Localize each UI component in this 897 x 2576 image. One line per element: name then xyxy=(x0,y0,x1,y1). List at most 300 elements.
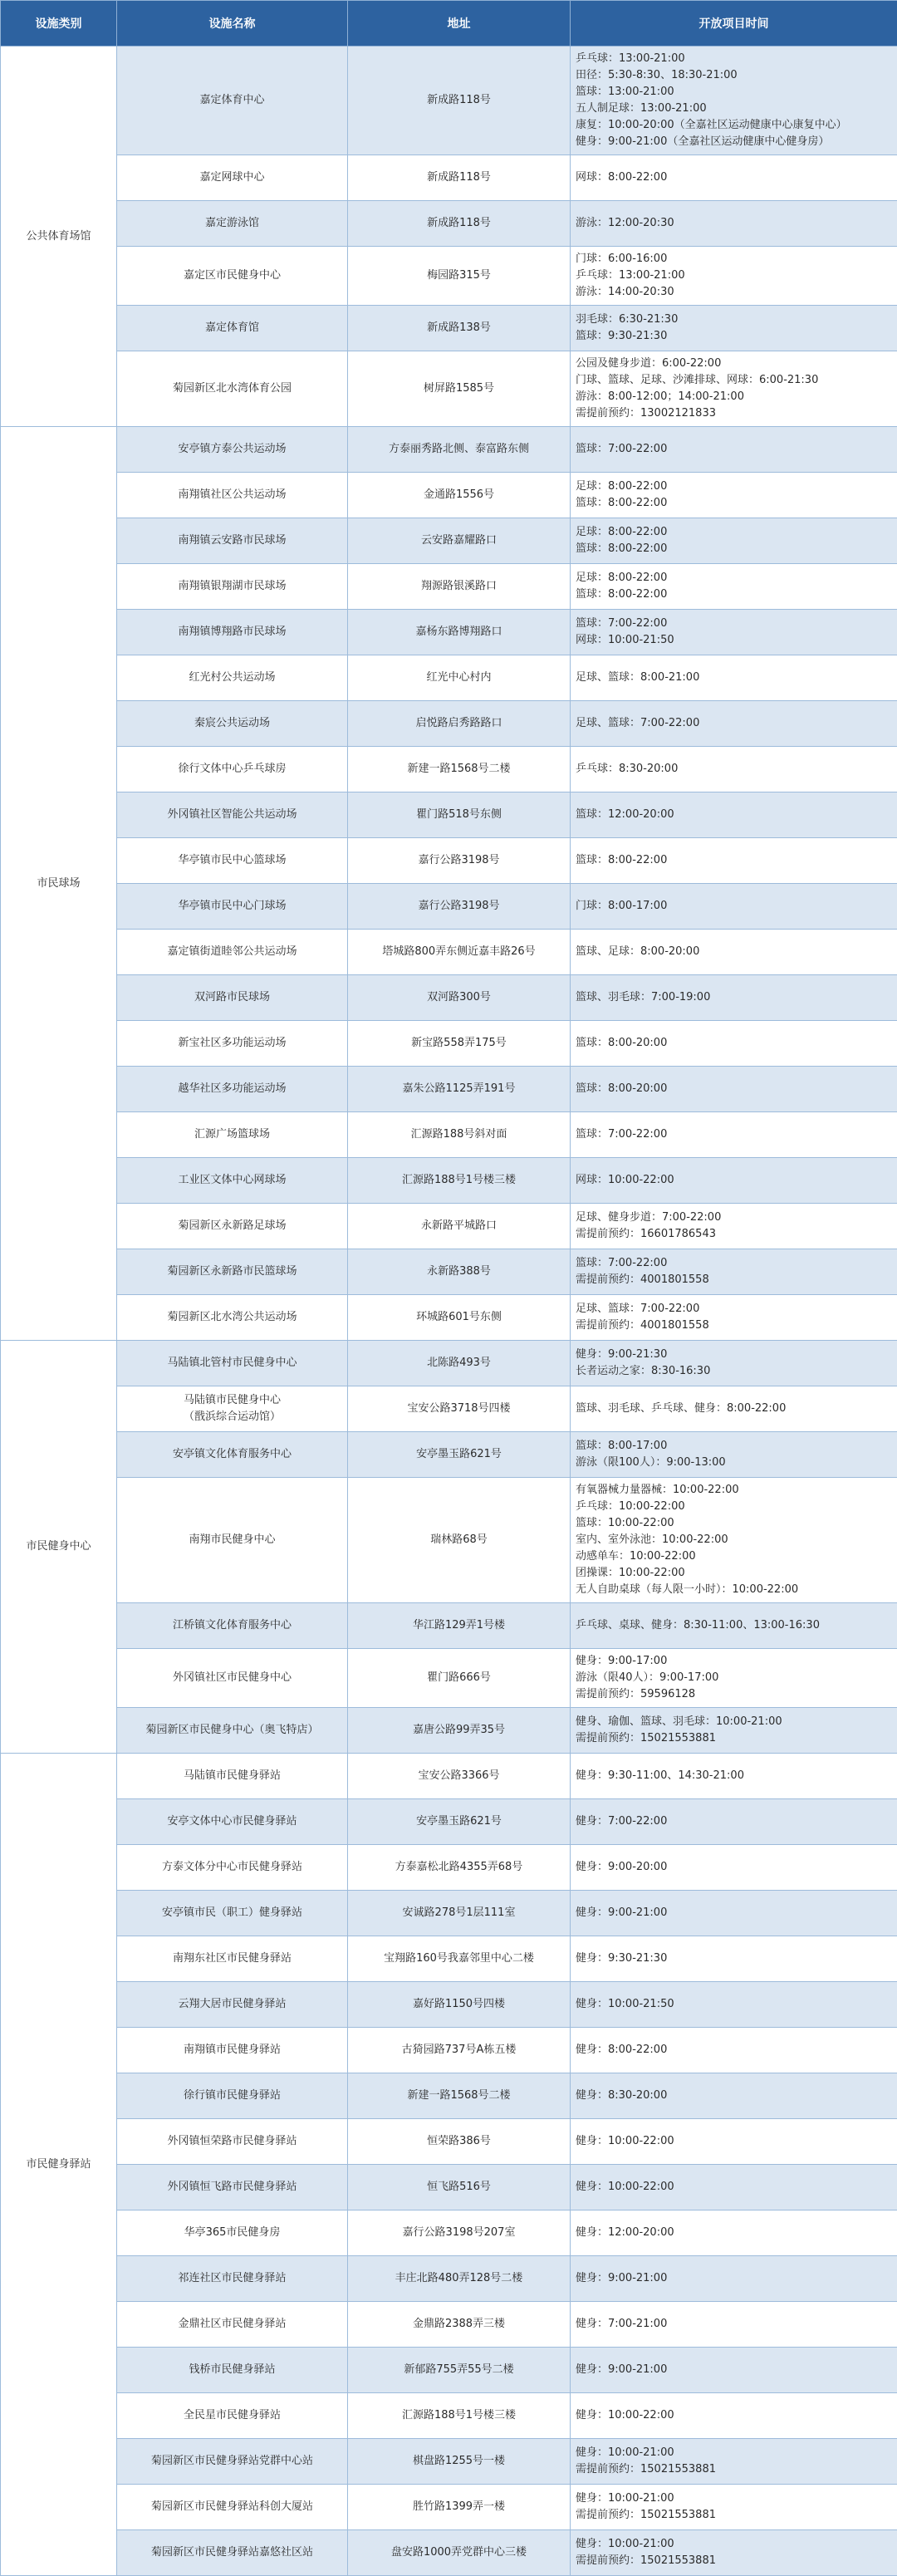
facility-name: 马陆镇市民健身中心 xyxy=(124,1392,341,1409)
facility-address: 宝安公路3366号 xyxy=(348,1754,571,1799)
facility-address: 宝翔路160号我嘉邻里中心二楼 xyxy=(348,1936,571,1982)
facility-address: 安亭墨玉路621号 xyxy=(348,1799,571,1845)
facility-name: 华亭365市民健身房 xyxy=(124,2225,341,2241)
opening-hours-cell xyxy=(571,564,897,610)
hours-line: 健身、瑜伽、篮球、羽毛球：10:00-21:00 xyxy=(576,1714,890,1730)
facility-address: 塔城路800弄东侧近嘉丰路26号 xyxy=(348,930,571,975)
opening-hours-cell xyxy=(571,1891,897,1936)
facility-name: 南翔镇云安路市民球场 xyxy=(124,532,341,549)
facility-name-cell xyxy=(117,2393,348,2439)
hours-line: 篮球：7:00-22:00 xyxy=(576,1126,890,1143)
table-row xyxy=(1,1603,897,1649)
facility-name: 嘉定体育中心 xyxy=(124,92,341,109)
opening-hours-cell xyxy=(571,930,897,975)
opening-hours-cell xyxy=(571,1754,897,1799)
facility-name-cell xyxy=(117,1249,348,1295)
table-row xyxy=(1,1386,897,1432)
table-row xyxy=(1,2210,897,2256)
facility-address: 恒飞路516号 xyxy=(348,2165,571,2210)
facility-name-cell xyxy=(117,747,348,792)
hours-line: 需提前预约：4001801558 xyxy=(576,1317,890,1334)
opening-hours-cell xyxy=(571,610,897,655)
hours-line: 健身：9:00-21:00 xyxy=(576,2362,890,2378)
hours-line: 动感单车：10:00-22:00 xyxy=(576,1548,890,1565)
facility-name: 嘉定游泳馆 xyxy=(124,215,341,232)
opening-hours-cell xyxy=(571,351,897,427)
table-row xyxy=(1,1478,897,1603)
hours-line: 门球：8:00-17:00 xyxy=(576,898,890,915)
hours-line: 长者运动之家：8:30-16:30 xyxy=(576,1363,890,1380)
hours-line: 游泳（限100人）：9:00-13:00 xyxy=(576,1455,890,1471)
table-row xyxy=(1,1432,897,1478)
facility-name: 红光村公共运动场 xyxy=(124,670,341,686)
facility-name-cell xyxy=(117,2073,348,2119)
hours-line: 篮球、足球：8:00-20:00 xyxy=(576,944,890,960)
hours-line: 健身：10:00-22:00 xyxy=(576,2133,890,2150)
opening-hours-cell xyxy=(571,2210,897,2256)
opening-hours-cell xyxy=(571,1295,897,1341)
opening-hours-cell xyxy=(571,2302,897,2348)
facility-name-cell xyxy=(117,2302,348,2348)
table-row xyxy=(1,1295,897,1341)
opening-hours-cell xyxy=(571,1432,897,1478)
hours-line: 健身：12:00-20:00 xyxy=(576,2225,890,2241)
facility-name-cell xyxy=(117,47,348,155)
table-body xyxy=(1,47,897,2576)
facility-name-cell xyxy=(117,838,348,884)
facility-address: 瑞林路68号 xyxy=(348,1478,571,1603)
opening-hours-cell xyxy=(571,518,897,564)
table-row xyxy=(1,2439,897,2485)
hours-line: 健身：9:00-21:30 xyxy=(576,1347,890,1363)
hours-line: 需提前预约：4001801558 xyxy=(576,1272,890,1288)
table-row xyxy=(1,2028,897,2073)
facility-name-cell xyxy=(117,884,348,930)
hours-line: 乒乓球：8:30-20:00 xyxy=(576,761,890,778)
table-row xyxy=(1,747,897,792)
hours-line: 篮球：8:00-17:00 xyxy=(576,1438,890,1455)
facility-address: 新建一路1568号二楼 xyxy=(348,2073,571,2119)
hours-line: 网球：10:00-22:00 xyxy=(576,1172,890,1189)
opening-hours-cell xyxy=(571,247,897,306)
table-row xyxy=(1,2302,897,2348)
category-cell: 市民健身中心 xyxy=(1,1341,117,1754)
facility-name: 工业区文体中心网球场 xyxy=(124,1172,341,1189)
table-row xyxy=(1,564,897,610)
facility-address: 启悦路启秀路路口 xyxy=(348,701,571,747)
table-row xyxy=(1,427,897,473)
hours-line: 网球：10:00-21:50 xyxy=(576,632,890,649)
facility-name: 南翔市民健身中心 xyxy=(124,1532,341,1548)
opening-hours-cell xyxy=(571,2485,897,2530)
facility-name: （戬浜综合运动馆） xyxy=(124,1409,341,1425)
opening-hours-cell xyxy=(571,701,897,747)
facility-name-cell xyxy=(117,1649,348,1708)
table-row xyxy=(1,1021,897,1067)
opening-hours-cell xyxy=(571,2393,897,2439)
hours-line: 篮球：10:00-22:00 xyxy=(576,1515,890,1532)
hours-line: 篮球：9:30-21:30 xyxy=(576,328,890,345)
opening-hours-cell xyxy=(571,2073,897,2119)
opening-hours-cell xyxy=(571,1158,897,1204)
facility-address: 汇源路188号斜对面 xyxy=(348,1112,571,1158)
opening-hours-cell xyxy=(571,1799,897,1845)
opening-hours-cell xyxy=(571,1204,897,1249)
facility-name-cell xyxy=(117,701,348,747)
facility-address: 方泰丽秀路北侧、泰富路东侧 xyxy=(348,427,571,473)
hours-line: 篮球、羽毛球：7:00-19:00 xyxy=(576,989,890,1006)
facility-name-cell xyxy=(117,1936,348,1982)
opening-hours-cell xyxy=(571,306,897,351)
facility-address: 梅园路315号 xyxy=(348,247,571,306)
hours-line: 需提前预约：16601786543 xyxy=(576,1226,890,1243)
facility-name-cell xyxy=(117,1708,348,1754)
facility-name-cell xyxy=(117,610,348,655)
facility-name: 华亭镇市民中心篮球场 xyxy=(124,852,341,869)
facility-name: 嘉定体育馆 xyxy=(124,320,341,336)
table-row xyxy=(1,473,897,518)
hours-line: 需提前预约：15021553881 xyxy=(576,2461,890,2478)
facility-address: 棋盘路1255号一楼 xyxy=(348,2439,571,2485)
table-row xyxy=(1,930,897,975)
facility-address: 环城路601号东侧 xyxy=(348,1295,571,1341)
facility-name-cell xyxy=(117,247,348,306)
table-row xyxy=(1,1249,897,1295)
facility-address: 恒荣路386号 xyxy=(348,2119,571,2165)
hours-line: 乒乓球：10:00-22:00 xyxy=(576,1499,890,1515)
table-row xyxy=(1,2393,897,2439)
facility-name: 嘉定区市民健身中心 xyxy=(124,267,341,284)
facility-name-cell xyxy=(117,1478,348,1603)
opening-hours-cell xyxy=(571,1603,897,1649)
hours-line: 健身：10:00-21:00 xyxy=(576,2445,890,2461)
hours-line: 篮球：7:00-22:00 xyxy=(576,441,890,458)
opening-hours-cell xyxy=(571,2439,897,2485)
hours-line: 健身：9:00-21:00（全嘉社区运动健康中心健身房） xyxy=(576,134,890,150)
hours-line: 健身：8:30-20:00 xyxy=(576,2088,890,2104)
facility-address: 瞿门路666号 xyxy=(348,1649,571,1708)
opening-hours-cell xyxy=(571,2119,897,2165)
facility-name-cell xyxy=(117,1021,348,1067)
hours-line: 需提前预约：15021553881 xyxy=(576,2507,890,2524)
facility-name-cell xyxy=(117,1158,348,1204)
table-row xyxy=(1,610,897,655)
hours-line: 足球、健身步道：7:00-22:00 xyxy=(576,1209,890,1226)
table-row xyxy=(1,2165,897,2210)
hours-line: 无人自助桌球（每人限一小时）：10:00-22:00 xyxy=(576,1582,890,1598)
facility-address: 胜竹路1399弄一楼 xyxy=(348,2485,571,2530)
header-hours: 开放项目时间 xyxy=(571,1,897,47)
facility-address: 嘉行公路3198号207室 xyxy=(348,2210,571,2256)
category-cell: 公共体育场馆 xyxy=(1,47,117,427)
facility-address: 古猗园路737号A栋五楼 xyxy=(348,2028,571,2073)
facility-name-cell xyxy=(117,1295,348,1341)
facility-name: 徐行镇市民健身驿站 xyxy=(124,2088,341,2104)
facility-name-cell xyxy=(117,792,348,838)
table-row xyxy=(1,155,897,201)
table-row xyxy=(1,1754,897,1799)
hours-line: 足球：8:00-22:00 xyxy=(576,478,890,495)
facility-name-cell xyxy=(117,2530,348,2576)
opening-hours-cell xyxy=(571,201,897,247)
table-row xyxy=(1,2485,897,2530)
facility-name: 菊园新区永新路足球场 xyxy=(124,1218,341,1234)
facility-address: 云安路嘉耀路口 xyxy=(348,518,571,564)
header-address: 地址 xyxy=(348,1,571,47)
category-cell: 市民健身驿站 xyxy=(1,1754,117,2576)
facility-address: 北陈路493号 xyxy=(348,1341,571,1386)
opening-hours-cell xyxy=(571,838,897,884)
hours-line: 健身：10:00-21:00 xyxy=(576,2490,890,2507)
hours-line: 篮球：13:00-21:00 xyxy=(576,84,890,101)
hours-line: 门球：6:00-16:00 xyxy=(576,251,890,267)
table-row xyxy=(1,1936,897,1982)
opening-hours-cell xyxy=(571,1478,897,1603)
facility-address: 嘉杨东路博翔路口 xyxy=(348,610,571,655)
facility-address: 翔源路银溪路口 xyxy=(348,564,571,610)
facility-name-cell xyxy=(117,1754,348,1799)
facility-name: 新宝社区多功能运动场 xyxy=(124,1035,341,1052)
table-row xyxy=(1,838,897,884)
facility-address: 嘉朱公路1125弄191号 xyxy=(348,1067,571,1112)
facility-name-cell xyxy=(117,201,348,247)
facility-name-cell xyxy=(117,1799,348,1845)
facility-name: 外冈镇社区市民健身中心 xyxy=(124,1670,341,1686)
facility-name-cell xyxy=(117,1112,348,1158)
facility-name: 菊园新区永新路市民篮球场 xyxy=(124,1263,341,1280)
opening-hours-cell xyxy=(571,2165,897,2210)
facility-address: 华江路129弄1号楼 xyxy=(348,1603,571,1649)
facility-name: 菊园新区北水湾公共运动场 xyxy=(124,1309,341,1326)
table-row xyxy=(1,351,897,427)
facility-name-cell xyxy=(117,2256,348,2302)
hours-line: 篮球：8:00-20:00 xyxy=(576,1081,890,1097)
hours-line: 篮球：8:00-22:00 xyxy=(576,586,890,603)
hours-line: 五人制足球：13:00-21:00 xyxy=(576,101,890,117)
hours-line: 乒乓球：13:00-21:00 xyxy=(576,51,890,67)
opening-hours-cell xyxy=(571,47,897,155)
facility-name: 菊园新区市民健身驿站党群中心站 xyxy=(124,2453,341,2470)
table-row xyxy=(1,975,897,1021)
facility-name: 马陆镇北管村市民健身中心 xyxy=(124,1355,341,1371)
facility-address: 新成路118号 xyxy=(348,201,571,247)
facility-address: 汇源路188号1号楼三楼 xyxy=(348,2393,571,2439)
opening-hours-cell xyxy=(571,1341,897,1386)
hours-line: 健身：10:00-21:00 xyxy=(576,2536,890,2553)
table-row xyxy=(1,1708,897,1754)
facility-name: 双河路市民球场 xyxy=(124,989,341,1006)
hours-line: 田径：5:30-8:30、18:30-21:00 xyxy=(576,67,890,84)
table-row xyxy=(1,792,897,838)
hours-line: 健身：9:30-11:00、14:30-21:00 xyxy=(576,1768,890,1784)
facility-name-cell xyxy=(117,1067,348,1112)
facility-name-cell xyxy=(117,930,348,975)
opening-hours-cell xyxy=(571,655,897,701)
facility-name: 安亭镇文化体育服务中心 xyxy=(124,1446,341,1463)
opening-hours-cell xyxy=(571,2028,897,2073)
hours-line: 公园及健身步道：6:00-22:00 xyxy=(576,356,890,372)
hours-line: 乒乓球、桌球、健身：8:30-11:00、13:00-16:30 xyxy=(576,1617,890,1634)
hours-line: 篮球：8:00-22:00 xyxy=(576,495,890,512)
table-row xyxy=(1,201,897,247)
facility-address: 新成路138号 xyxy=(348,306,571,351)
opening-hours-cell xyxy=(571,884,897,930)
hours-line: 需提前预约：15021553881 xyxy=(576,2553,890,2569)
facility-address: 汇源路188号1号楼三楼 xyxy=(348,1158,571,1204)
facility-name-cell xyxy=(117,2348,348,2393)
hours-line: 游泳：12:00-20:30 xyxy=(576,215,890,232)
hours-line: 健身：8:00-22:00 xyxy=(576,2042,890,2058)
category-cell: 市民球场 xyxy=(1,427,117,1341)
hours-line: 篮球、羽毛球、乒乓球、健身：8:00-22:00 xyxy=(576,1401,890,1417)
facility-name: 金鼎社区市民健身驿站 xyxy=(124,2316,341,2333)
facility-address: 树屏路1585号 xyxy=(348,351,571,427)
facility-address: 宝安公路3718号四楼 xyxy=(348,1386,571,1432)
facility-name-cell xyxy=(117,1603,348,1649)
opening-hours-cell xyxy=(571,1386,897,1432)
hours-line: 健身：10:00-22:00 xyxy=(576,2407,890,2424)
facility-name-cell xyxy=(117,1341,348,1386)
facility-address: 安亭墨玉路621号 xyxy=(348,1432,571,1478)
opening-hours-cell xyxy=(571,1112,897,1158)
opening-hours-cell xyxy=(571,1845,897,1891)
hours-line: 足球、篮球：7:00-22:00 xyxy=(576,715,890,732)
facility-name-cell xyxy=(117,1432,348,1478)
hours-line: 门球、篮球、足球、沙滩排球、网球：6:00-21:30 xyxy=(576,372,890,389)
hours-line: 健身：9:00-17:00 xyxy=(576,1653,890,1670)
facility-address: 红光中心村内 xyxy=(348,655,571,701)
table-row xyxy=(1,701,897,747)
facility-name: 安亭文体中心市民健身驿站 xyxy=(124,1813,341,1830)
facility-name-cell xyxy=(117,518,348,564)
table-row xyxy=(1,1341,897,1386)
table-row xyxy=(1,1982,897,2028)
facility-name: 云翔大居市民健身驿站 xyxy=(124,1996,341,2013)
opening-hours-cell xyxy=(571,2530,897,2576)
facility-name-cell xyxy=(117,975,348,1021)
table-row xyxy=(1,1204,897,1249)
facility-name-cell xyxy=(117,1845,348,1891)
opening-hours-cell xyxy=(571,473,897,518)
facility-name: 秦宸公共运动场 xyxy=(124,715,341,732)
facility-name: 方泰文体分中心市民健身驿站 xyxy=(124,1859,341,1876)
facility-name-cell xyxy=(117,1386,348,1432)
facility-address: 丰庄北路480弄128号二楼 xyxy=(348,2256,571,2302)
table-row xyxy=(1,1845,897,1891)
facility-address: 永新路平城路口 xyxy=(348,1204,571,1249)
hours-line: 健身：9:30-21:30 xyxy=(576,1950,890,1967)
facility-name-cell xyxy=(117,2210,348,2256)
hours-line: 康复：10:00-20:00（全嘉社区运动健康中心康复中心） xyxy=(576,117,890,134)
hours-line: 健身：7:00-22:00 xyxy=(576,1813,890,1830)
facility-address: 新郁路755弄55号二楼 xyxy=(348,2348,571,2393)
facility-name: 安亭镇方泰公共运动场 xyxy=(124,441,341,458)
facility-address: 瞿门路518号东侧 xyxy=(348,792,571,838)
hours-line: 团操课：10:00-22:00 xyxy=(576,1565,890,1582)
table-row xyxy=(1,1799,897,1845)
hours-line: 游泳：8:00-12:00；14:00-21:00 xyxy=(576,389,890,405)
facility-address: 新宝路558弄175号 xyxy=(348,1021,571,1067)
table-row xyxy=(1,1067,897,1112)
facility-address: 双河路300号 xyxy=(348,975,571,1021)
table-row xyxy=(1,2348,897,2393)
opening-hours-cell xyxy=(571,1936,897,1982)
facility-name: 汇源广场篮球场 xyxy=(124,1126,341,1143)
facility-address: 永新路388号 xyxy=(348,1249,571,1295)
hours-line: 篮球：8:00-20:00 xyxy=(576,1035,890,1052)
facility-name: 南翔镇市民健身驿站 xyxy=(124,2042,341,2058)
opening-hours-cell xyxy=(571,1249,897,1295)
facility-name: 菊园新区市民健身驿站科创大厦站 xyxy=(124,2499,341,2515)
hours-line: 需提前预约：59596128 xyxy=(576,1686,890,1703)
hours-line: 网球：8:00-22:00 xyxy=(576,169,890,186)
facility-name-cell xyxy=(117,564,348,610)
facility-name: 安亭镇市民（职工）健身驿站 xyxy=(124,1905,341,1921)
hours-line: 篮球：8:00-22:00 xyxy=(576,852,890,869)
facility-name-cell xyxy=(117,427,348,473)
table-row xyxy=(1,2256,897,2302)
facility-name-cell xyxy=(117,1982,348,2028)
facility-address: 金鼎路2388弄三楼 xyxy=(348,2302,571,2348)
hours-line: 篮球：7:00-22:00 xyxy=(576,616,890,632)
hours-line: 健身：9:00-21:00 xyxy=(576,2270,890,2287)
facility-name: 南翔镇社区公共运动场 xyxy=(124,487,341,503)
facility-name: 马陆镇市民健身驿站 xyxy=(124,1768,341,1784)
facility-name: 钱桥市民健身驿站 xyxy=(124,2362,341,2378)
table-row xyxy=(1,655,897,701)
hours-line: 健身：10:00-21:50 xyxy=(576,1996,890,2013)
table-row xyxy=(1,47,897,155)
facility-name-cell xyxy=(117,2028,348,2073)
hours-line: 羽毛球：6:30-21:30 xyxy=(576,312,890,328)
hours-line: 健身：9:00-21:00 xyxy=(576,1905,890,1921)
opening-hours-cell xyxy=(571,2348,897,2393)
facility-name: 菊园新区市民健身中心（奥飞特店） xyxy=(124,1722,341,1739)
facility-address: 方泰嘉松北路4355弄68号 xyxy=(348,1845,571,1891)
hours-line: 足球：8:00-22:00 xyxy=(576,570,890,586)
hours-line: 有氧器械力量器械：10:00-22:00 xyxy=(576,1482,890,1499)
facility-address: 新建一路1568号二楼 xyxy=(348,747,571,792)
facility-name-cell xyxy=(117,2439,348,2485)
table-row xyxy=(1,1891,897,1936)
facility-name-cell xyxy=(117,655,348,701)
hours-line: 健身：7:00-21:00 xyxy=(576,2316,890,2333)
opening-hours-cell xyxy=(571,792,897,838)
facility-name-cell xyxy=(117,306,348,351)
opening-hours-cell xyxy=(571,427,897,473)
facility-address: 盘安路1000弄党群中心三楼 xyxy=(348,2530,571,2576)
facility-address: 安诚路278号1层111室 xyxy=(348,1891,571,1936)
opening-hours-cell xyxy=(571,1067,897,1112)
table-row xyxy=(1,306,897,351)
hours-line: 篮球：12:00-20:00 xyxy=(576,807,890,823)
facility-name-cell xyxy=(117,1891,348,1936)
facility-address: 金通路1556号 xyxy=(348,473,571,518)
opening-hours-cell xyxy=(571,1649,897,1708)
hours-line: 需提前预约：15021553881 xyxy=(576,1730,890,1747)
facility-name: 嘉定网球中心 xyxy=(124,169,341,186)
table-row xyxy=(1,1112,897,1158)
facility-name: 嘉定镇街道睦邻公共运动场 xyxy=(124,944,341,960)
table-row xyxy=(1,2530,897,2576)
table-row xyxy=(1,2119,897,2165)
facility-name: 外冈镇恒飞路市民健身驿站 xyxy=(124,2179,341,2196)
opening-hours-cell xyxy=(571,1982,897,2028)
facility-name: 华亭镇市民中心门球场 xyxy=(124,898,341,915)
facility-name: 菊园新区市民健身驿站嘉悠社区站 xyxy=(124,2544,341,2561)
table-row xyxy=(1,1158,897,1204)
facility-name: 祁连社区市民健身驿站 xyxy=(124,2270,341,2287)
